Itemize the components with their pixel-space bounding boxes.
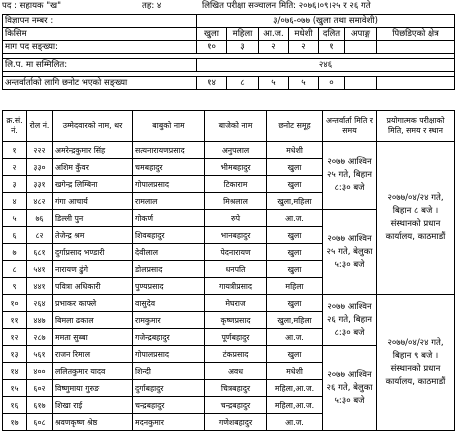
serial-cell: १० [3,295,27,312]
category-cell: मधेशी [289,28,319,41]
roll-cell: २६४ [27,295,53,312]
demand-cell: २ [259,41,289,54]
group-cell: खुला [267,244,323,261]
group-cell: महिला,आ.ज. [267,380,323,397]
candidate-name-cell: श्रवणकृष्ण श्रेष्ठ [53,414,133,431]
group-cell: खुला [267,227,323,244]
roll-cell: ७६ [27,210,53,227]
group-cell: महिला,आ.ज. [267,397,323,414]
grandfather-name-cell: गणेशबहादुर [205,414,267,431]
table-header-row [3,111,455,142]
candidate-name-cell: शिखा राई [53,397,133,414]
candidate-name-cell: अशिम कुँवर [53,159,133,176]
demand-row [3,41,455,54]
father-name-cell: गोपालप्रसाद [133,346,205,363]
col-header-serial: क्र.सं. नं. [3,111,27,142]
grandfather-name-cell: चन्द्रबहादुर [205,397,267,414]
grandfather-name-cell: टिकाराम [205,176,267,193]
serial-cell: १६ [3,397,27,414]
shortlist-cell: ० [319,77,345,90]
father-name-cell: वासुदेव [133,295,205,312]
candidate-table [2,110,455,431]
grandfather-name-cell: अनुपलाल [205,142,267,159]
roll-cell: ३३१ [27,176,53,193]
candidate-name-cell: खगेन्द्र लिम्बिना [53,176,133,193]
col-header-group: छनोट समूह [267,111,323,142]
post-label: पद : सहायक "ख" [2,1,62,11]
category-cell: दलित [319,28,345,41]
practical-exam-cell: २०७७/०४/२४ गते, बिहान ८ बजे । संस्थानको प्रधान कार्यालय, काठमाडौं [377,142,455,295]
father-name-cell: रामकुमार [133,312,205,329]
ad-number-row [3,15,455,28]
exam-date-label: लिखित परीक्षा सञ्चालन मिति: २०७६।०९।२५ र २६ गते [202,1,371,11]
grandfather-name-cell: धनपति [205,261,267,278]
serial-cell: ७ [3,244,27,261]
father-name-cell: डोलप्रसाद [133,261,205,278]
shortlist-cell [345,77,377,90]
roll-cell: ६८१ [27,244,53,261]
father-name-cell: सत्यनारायणप्रसाद [133,142,205,159]
shortlist-row [3,77,455,90]
candidate-name-cell: डिल्ली पुन [53,210,133,227]
applicants-label: लि.प. मा सम्मिलित: [3,59,197,72]
grandfather-name-cell: चित्रबहादुर [205,380,267,397]
candidate-name-cell: अमरेन्द्रकुमार सिंह [53,142,133,159]
group-cell: महिला [267,278,323,295]
interview-time-cell: २०७७ आश्विन २५ गते, बिहान ८:३० बजे [323,142,377,210]
candidate-name-cell: ललितकुमार यादव [53,363,133,380]
candidate-name-cell: बिमला ढकाल [53,312,133,329]
col-header-father: बाबुको नाम [133,111,205,142]
table-row [3,295,455,312]
father-name-cell: गोकर्ण [133,210,205,227]
group-cell: मधेशी [267,142,323,159]
category-cell: आ.ज. [259,28,289,41]
candidate-name-cell: नारायण ढुंगे [53,261,133,278]
group-cell: मधेशी [267,363,323,380]
group-cell: आ.ज. [267,414,323,431]
roll-cell: ८२ [27,227,53,244]
demand-cell [377,41,455,54]
father-name-cell: गोपालप्रसाद [133,176,205,193]
father-name-cell: देवीलाल [133,244,205,261]
candidate-name-cell: राजन रिमाल [53,346,133,363]
serial-cell: ११ [3,312,27,329]
shortlist-cell: ८ [227,77,259,90]
group-cell: खुला [267,295,323,312]
ad-number-label: विज्ञापन नम्बर : [3,15,197,28]
father-name-cell: दुर्गाबहादुर [133,380,205,397]
serial-cell: ६ [3,227,27,244]
candidate-name-cell: दुर्गाप्रसाद भण्डारी [53,244,133,261]
group-cell: आ.ज. [267,210,323,227]
father-name-cell: मदनकुमार [133,414,205,431]
category-row [3,28,455,41]
category-cell: पिछडिएको क्षेत्र [377,28,455,41]
applicants-value: २४६ [197,59,455,72]
grandfather-name-cell: गायत्रीप्रसाद [205,278,267,295]
notice-header [2,0,458,13]
shortlist-cell: ५ [289,77,319,90]
col-header-practical: प्रयोगात्मक परीक्षाको मिति, समय र स्थान [377,111,455,142]
candidate-name-cell: प्रभाकर काफ्ले [53,295,133,312]
table-row [3,142,455,159]
roll-cell: ५६१ [27,346,53,363]
candidate-name-cell: गंगा आचार्य [53,193,133,210]
father-name-cell: चन्द्रबहादुर [133,397,205,414]
group-cell: आ.ज. [267,329,323,346]
category-label: किसिम [3,28,197,41]
demand-cell: २ [289,41,319,54]
group-cell: खुला [267,176,323,193]
grandfather-name-cell: अवध [205,363,267,380]
father-name-cell: चमबहादुर [133,159,205,176]
candidate-name-cell: तेजेन्द्र श्रम [53,227,133,244]
category-cell: खुला [197,28,227,41]
serial-cell: ३ [3,176,27,193]
group-cell: खुला,महिला [267,193,323,210]
serial-cell: ९ [3,278,27,295]
roll-cell: ४४७ [27,312,53,329]
group-cell: खुला,महिला [267,312,323,329]
roll-cell: ४४१ [27,278,53,295]
grandfather-name-cell: मेघराज [205,295,267,312]
serial-cell: १४ [3,363,27,380]
col-header-interview: अन्तर्वार्ता मिति र समय [323,111,377,142]
father-name-cell: शिन्दी [133,363,205,380]
col-header-grandfather: बाजेको नाम [205,111,267,142]
father-name-cell: गजेन्द्रबहादुर [133,329,205,346]
grandfather-name-cell: पूर्णबहादुर [205,329,267,346]
roll-cell: ५४१ [27,261,53,278]
grandfather-name-cell: पेदनारायण [205,244,267,261]
demand-cell: १ [319,41,345,54]
serial-cell: २ [3,159,27,176]
serial-cell: १५ [3,380,27,397]
roll-cell: ६०८ [27,414,53,431]
shortlist-cell: ५ [259,77,289,90]
grandfather-name-cell: टंकप्रसाद [205,346,267,363]
grandfather-name-cell: भीमबहादुर [205,159,267,176]
roll-cell: २२२ [27,142,53,159]
serial-cell: ४ [3,193,27,210]
grandfather-name-cell: मिश्रलाल [205,193,267,210]
category-cell: अपाङ्ग [345,28,377,41]
demand-cell [345,41,377,54]
roll-cell: २८७ [27,329,53,346]
father-name-cell: रामलाल [133,193,205,210]
demand-label: माग पद सङ्ख्या: [3,41,197,54]
interview-time-cell: २०७७ आश्विन २६ गते, बिहान ८:३० बजे [323,295,377,346]
father-name-cell: पुण्यप्रसाद [133,278,205,295]
group-cell: खुला [267,159,323,176]
serial-cell: १ [3,142,27,159]
grandfather-name-cell: कृष्णप्रसाद [205,312,267,329]
col-header-roll: रोल नं. [27,111,53,142]
shortlist-label: अन्तर्वार्ताको लागि छनोट भएको सङ्ख्या [3,77,197,90]
shortlist-cell [377,77,455,90]
demand-cell: ३ [227,41,259,54]
ad-number-value: ३/०७६-०७७ (खुला तथा समावेशी) [197,15,455,28]
roll-cell: ६०२ [27,380,53,397]
grandfather-name-cell: भानबहादुर [205,227,267,244]
father-name-cell: शिवबहादुर [133,227,205,244]
category-cell: महिला [227,28,259,41]
summary-table [2,14,455,90]
group-cell: खुला [267,346,323,363]
applicants-row [3,59,455,72]
demand-cell: १० [197,41,227,54]
serial-cell: १२ [3,329,27,346]
roll-cell: ३३० [27,159,53,176]
roll-cell: ४०० [27,363,53,380]
group-cell: खुला [267,261,323,278]
serial-cell: १३ [3,346,27,363]
interview-time-cell: २०७७ आश्विन २५ गते, बेलुका ५:३० बजे [323,210,377,295]
roll-cell: ४८२ [27,193,53,210]
serial-cell: १७ [3,414,27,431]
serial-cell: ८ [3,261,27,278]
level-label: तह: ४ [142,1,162,11]
candidate-name-cell: ममता सुब्बा [53,329,133,346]
practical-exam-cell: २०७७/०४/२४ गते, बिहान ९ बजे । संस्थानको प्रधान कार्यालय, काठमाडौं [377,295,455,431]
shortlist-cell: १४ [197,77,227,90]
candidate-name-cell: पवित्रा अधिकारी [53,278,133,295]
col-header-name: उम्मेदवारको नाम, थर [53,111,133,142]
candidate-name-cell: विष्णुमाया गुरुङ [53,380,133,397]
serial-cell: ५ [3,210,27,227]
roll-cell: ६१७ [27,397,53,414]
grandfather-name-cell: रुपे [205,210,267,227]
interview-time-cell: २०७७ आश्विन २६ गते, बेलुका ५:३० बजे [323,346,377,431]
